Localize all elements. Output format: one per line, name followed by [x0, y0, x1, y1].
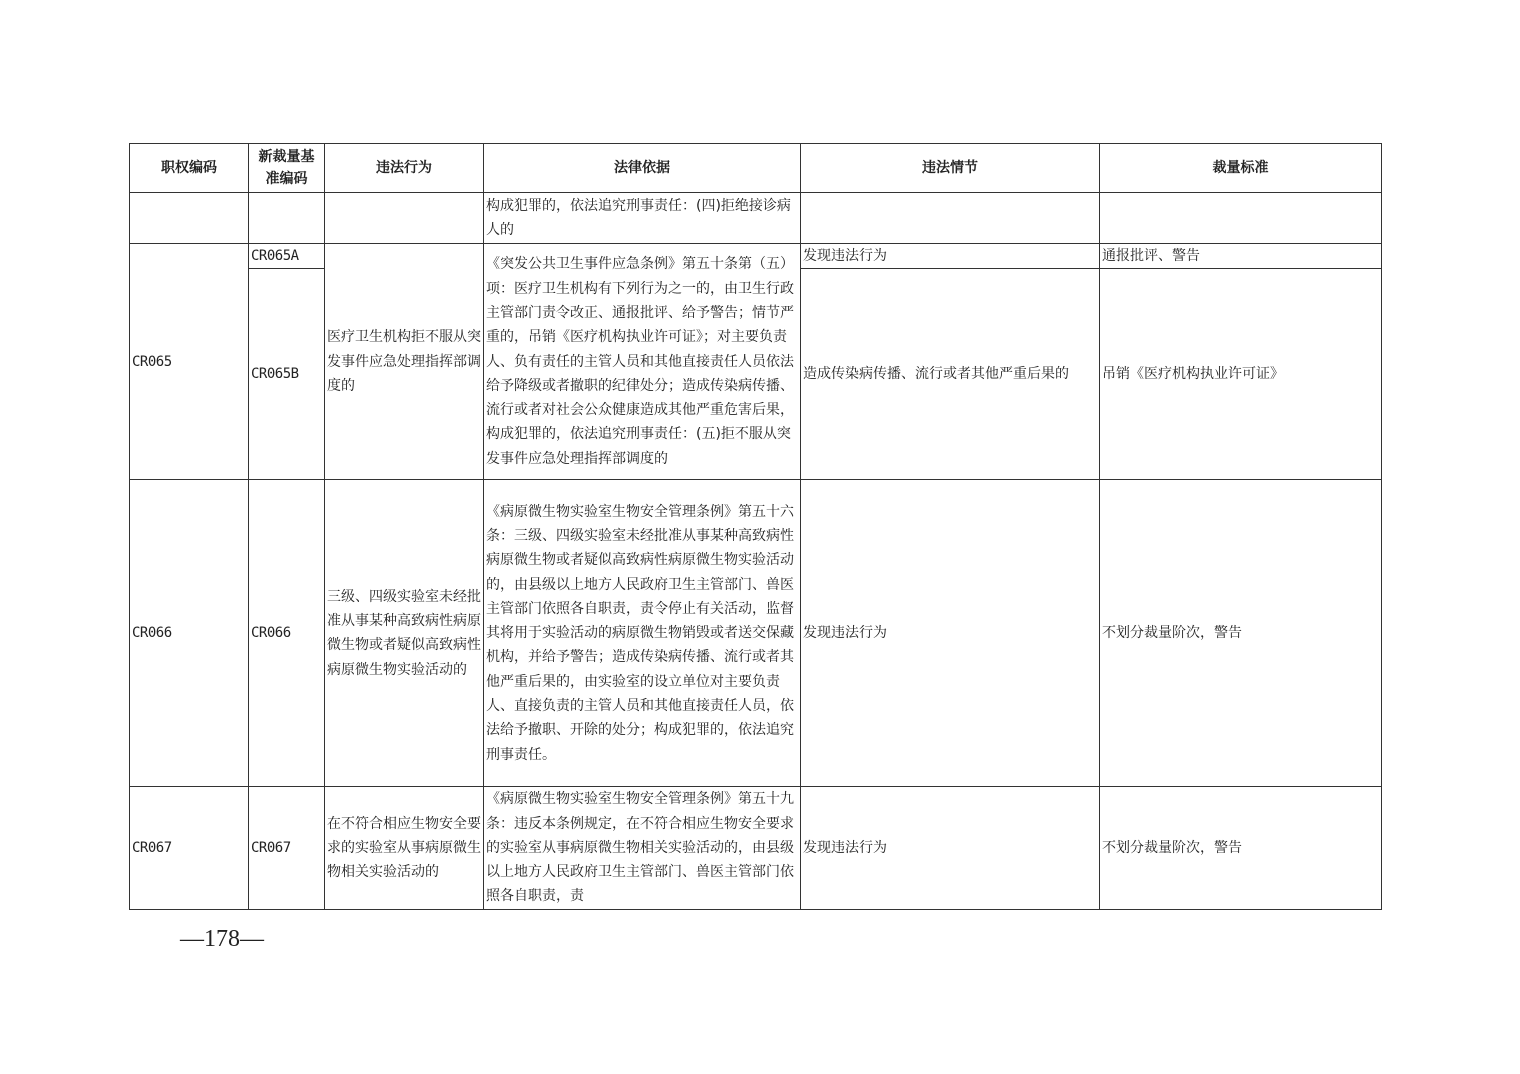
- table-row: [130, 193, 1382, 244]
- cell-new-code: CR066: [249, 480, 325, 787]
- page-number: —178—: [180, 926, 264, 952]
- cell-new-code: CR067: [249, 787, 325, 909]
- cell-standard: 不划分裁量阶次，警告: [1100, 787, 1382, 909]
- cell-circumstance: 发现违法行为: [801, 244, 1100, 269]
- header-standard: 裁量标准: [1100, 144, 1382, 193]
- cell-violation: 三级、四级实验室未经批准从事某种高致病性病原微生物或者疑似高致病性病原微生物实验活动的: [325, 480, 484, 787]
- cell-standard: 吊销《医疗机构执业许可证》: [1100, 269, 1382, 480]
- header-circumstance: 违法情节: [801, 144, 1100, 193]
- cell-basis: 《病原微生物实验室生物安全管理条例》第五十六条：三级、四级实验室未经批准从事某种高致病性病原微生物或者疑似高致病性病原微生物实验活动的，由县级以上地方人民政府卫生主管部门、兽医主管部门依照各自职责，责令停止有关活动，监督其将用于实验活动的病原微生物销毁或者送交保藏机构，并给予警告；造成传染病传播、流行或者其他严重后果的，由实验室的设立单位对主要负责人、直接负责的主管人员和其他直接责任人员，依法给予撤职、开除的处分；构成犯罪的，依法追究刑事责任。: [484, 480, 801, 787]
- cell-code: CR067: [130, 787, 249, 909]
- cell-standard: 通报批评、警告: [1100, 244, 1382, 269]
- cell-circumstance: 发现违法行为: [801, 480, 1100, 787]
- header-violation: 违法行为: [325, 144, 484, 193]
- cell-standard-empty: [1100, 193, 1382, 244]
- cell-code: CR065: [130, 244, 249, 480]
- cell-standard: 不划分裁量阶次，警告: [1100, 480, 1382, 787]
- cell-code: CR066: [130, 480, 249, 787]
- discretion-standard-table: [129, 143, 1382, 910]
- cell-new-code: CR065B: [249, 269, 325, 480]
- cell-code-empty: [130, 193, 249, 244]
- cell-new-code: CR065A: [249, 244, 325, 269]
- cell-basis: 构成犯罪的，依法追究刑事责任：(四)拒绝接诊病人的: [484, 193, 801, 244]
- cell-circumstance: 发现违法行为: [801, 787, 1100, 909]
- cell-new-code-empty: [249, 193, 325, 244]
- table-row: [130, 244, 1382, 269]
- table-row: [130, 787, 1382, 909]
- cell-violation-empty: [325, 193, 484, 244]
- header-new-code: [249, 144, 325, 193]
- cell-circumstance: 造成传染病传播、流行或者其他严重后果的: [801, 269, 1100, 480]
- cell-basis: 《突发公共卫生事件应急条例》第五十条第（五）项：医疗卫生机构有下列行为之一的，由卫生行政主管部门责令改正、通报批评、给予警告；情节严重的，吊销《医疗机构执业许可证》；对主要负责人、负有责任的主管人员和其他直接责任人员依法给予降级或者撤职的纪律处分；造成传染病传播、流行或者对社会公众健康造成其他严重危害后果，构成犯罪的，依法追究刑事责任：(五)拒不服从突发事件应急处理指挥部调度的: [484, 244, 801, 480]
- cell-violation: 医疗卫生机构拒不服从突发事件应急处理指挥部调度的: [325, 244, 484, 480]
- header-row: [130, 144, 1382, 193]
- header-new-code-label: 新裁量基准编码: [258, 149, 315, 187]
- cell-circumstance-empty: [801, 193, 1100, 244]
- table-row: [130, 480, 1382, 787]
- header-code: 职权编码: [130, 144, 249, 193]
- cell-basis: 《病原微生物实验室生物安全管理条例》第五十九条：违反本条例规定，在不符合相应生物安全要求的实验室从事病原微生物相关实验活动的，由县级以上地方人民政府卫生主管部门、兽医主管部门依照各自职责，责: [484, 787, 801, 909]
- header-basis: 法律依据: [484, 144, 801, 193]
- cell-violation: 在不符合相应生物安全要求的实验室从事病原微生物相关实验活动的: [325, 787, 484, 909]
